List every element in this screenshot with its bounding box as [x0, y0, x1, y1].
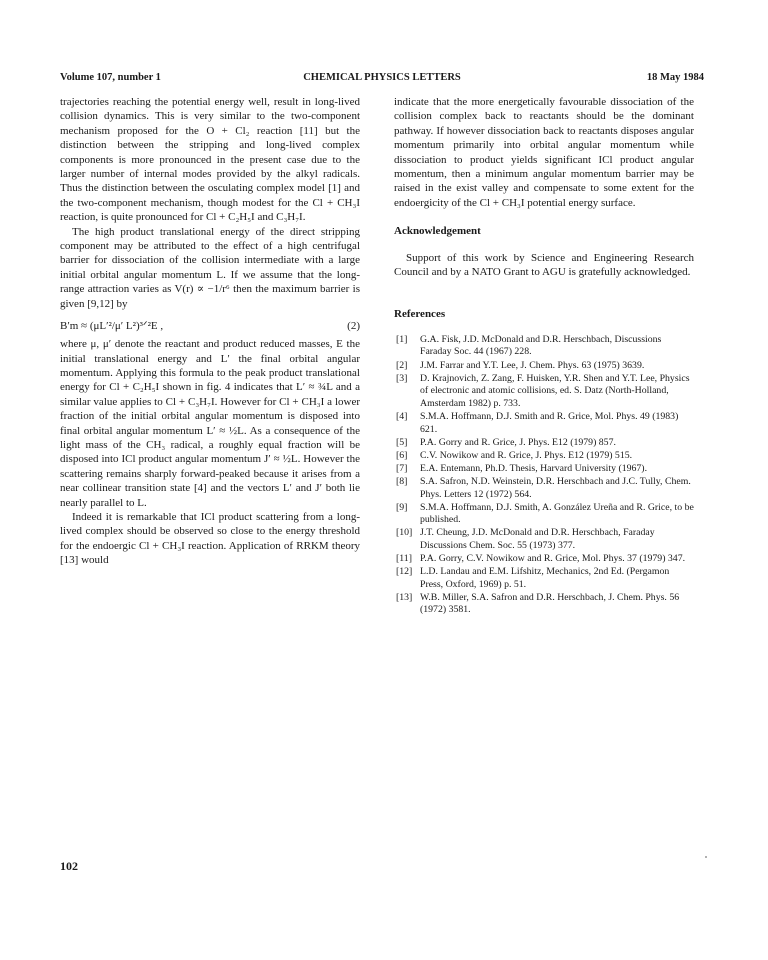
acknowledgement-heading: Acknowledgement	[394, 225, 481, 238]
reference-item	[394, 411, 694, 436]
body-paragraph: trajectories reaching the potential energy well, result in long-lived collision dynamics. This is very similar to the two-component mechanism proposed for the O + Cl₂ reaction [11] but the distinction between the stripping and long-lived complex components is more pronounced in the present case due to the larger number of internal modes provided by the alkyl radicals. Thus the distinction between the osculating complex model [1] and the two-component mechanism, though modest for the Cl + CH₃I reaction, is quite pronounced for Cl + C₂H₅I and C₃H₇I.	[60, 96, 360, 224]
reference-number: [8]	[396, 475, 408, 487]
reference-list	[394, 334, 694, 617]
reference-item	[394, 476, 694, 501]
journal-title: CHEMICAL PHYSICS LETTERS	[303, 72, 461, 83]
issue-date: 18 May 1984	[646, 72, 704, 83]
reference-item	[394, 502, 694, 527]
reference-text: C.V. Nowikow and R. Grice, J. Phys. E12 (1979) 515.	[420, 449, 633, 461]
scan-speck	[705, 856, 707, 858]
reference-item	[394, 527, 694, 552]
reference-number: [4]	[396, 410, 408, 422]
reference-item	[394, 437, 694, 450]
reference-number: [11]	[396, 552, 412, 564]
reference-text: E.A. Entemann, Ph.D. Thesis, Harvard University (1967).	[420, 462, 648, 474]
reference-number: [12]	[396, 566, 413, 578]
left-column	[60, 95, 360, 568]
reference-number: [2]	[396, 359, 408, 371]
reference-item	[394, 463, 694, 476]
reference-text: D. Krajnovich, Z. Zang, F. Huisken, Y.R. Shen and Y.T. Lee, Physics of electronic and atomic collisions, ed. S. Datz (North-Holland, Amsterdam 1982) p. 733.	[420, 372, 690, 409]
right-column	[394, 95, 694, 617]
reference-number: [3]	[396, 372, 408, 384]
body-paragraph: where μ, μ′ denote the reactant and product reduced masses, E the initial translational energy and L′ the final orbital angular momentum. Applying this formula to the peak product translational energy for Cl + C₂H₅I shown in fig. 4 indicates that L′ ≈ ¾L and a similar value applies to Cl + C₃H₇I. However for Cl + CH₃I a lower fraction of the initial orbital angular momentum is disposed into final orbital angular momentum L′ ≈ ½L. As a consequence of the light mass of the CH₃ radical, a roughly equal fraction will be disposed into ICl product angular momentum J′ ≈ ½L. However the scattering remains sharply forward-peaked because it arises from a near collinear transition state [4] and the vectors L′ and J′ both lie nearly parallel to L.	[60, 338, 360, 509]
reference-text: J.M. Farrar and Y.T. Lee, J. Chem. Phys. 63 (1975) 3639.	[420, 359, 645, 371]
body-paragraph: Indeed it is remarkable that ICl product scattering from a long-lived complex should be observed so close to the energy threshold for the endoergic Cl + CH₃I reaction. Application of RRKM theory [13] would	[60, 510, 360, 567]
reference-number: [7]	[396, 462, 408, 474]
reference-text: S.M.A. Hoffmann, D.J. Smith and R. Grice, Mol. Phys. 49 (1983) 621.	[420, 410, 679, 435]
reference-item	[394, 553, 694, 566]
body-paragraph: indicate that the more energetically favourable dissociation of the collision complex back to reactants should be the dominant pathway. If however dissociation back to reactants disposes angular momentum primarily into orbital angular momentum while dissociation to product yields significant ICl product angular momentum, then a minimum angular momentum barrier may be raised in the exist valley and compensate to some extent for the endoergicity of the Cl + CH₃I potential energy surface.	[394, 96, 694, 209]
reference-text: P.A. Gorry, C.V. Nowikow and R. Grice, Mol. Phys. 37 (1979) 347.	[420, 552, 686, 564]
volume-label: Volume 107, number 1	[60, 72, 161, 83]
equation	[60, 319, 360, 335]
reference-item	[394, 592, 694, 617]
reference-item	[394, 450, 694, 463]
page-number: 102	[60, 859, 78, 873]
reference-number: [9]	[396, 501, 408, 513]
reference-number: [6]	[396, 449, 408, 461]
reference-number: [10]	[396, 527, 413, 539]
reference-number: [13]	[396, 591, 413, 603]
reference-text: P.A. Gorry and R. Grice, J. Phys. E12 (1979) 857.	[420, 436, 616, 448]
reference-item	[394, 566, 694, 591]
reference-text: J.T. Cheung, J.D. McDonald and D.R. Herschbach, Faraday Discussions Chem. Soc. 55 (1973) 377.	[420, 527, 655, 551]
references-heading: References	[394, 308, 446, 321]
acknowledgement-text: Support of this work by Science and Engineering Research Council and by a NATO Grant to AGU is gratefully acknowledged.	[394, 251, 694, 279]
equation-number: (2)	[347, 320, 360, 333]
reference-text: G.A. Fisk, J.D. McDonald and D.R. Herschbach, Discussions Faraday Soc. 44 (1967) 228.	[420, 333, 662, 358]
running-header	[60, 72, 704, 88]
reference-item	[394, 360, 694, 373]
reference-text: W.B. Miller, S.A. Safron and D.R. Herschbach, J. Chem. Phys. 56 (1972) 3581.	[420, 591, 680, 616]
reference-item	[394, 334, 694, 359]
reference-number: [5]	[396, 436, 408, 448]
body-paragraph: The high product translational energy of the direct stripping component may be attributed to the effect of a high centrifugal barrier for dissociation of the collision intermediate with a large initial orbital angular momentum L. If we assume that the long-range attraction varies as V(r) ∝ −1/r⁶ then the maximum barrier is given [9,12] by	[60, 225, 360, 310]
reference-text: S.M.A. Hoffmann, D.J. Smith, A. González Ureña and R. Grice, to be published.	[420, 501, 694, 526]
reference-text: S.A. Safron, N.D. Weinstein, D.R. Herschbach and J.C. Tully, Chem. Phys. Letters 12 (1972) 564.	[420, 475, 691, 500]
reference-text: L.D. Landau and E.M. Lifshitz, Mechanics, 2nd Ed. (Pergamon Press, Oxford, 1969) p. 51.	[420, 566, 670, 590]
equation-expression: B′m ≈ (μL′²/μ′ L²)³ᐟ²E ,	[60, 320, 164, 333]
reference-number: [1]	[396, 333, 408, 345]
acknowledgement-body	[394, 251, 694, 280]
reference-item	[394, 373, 694, 411]
